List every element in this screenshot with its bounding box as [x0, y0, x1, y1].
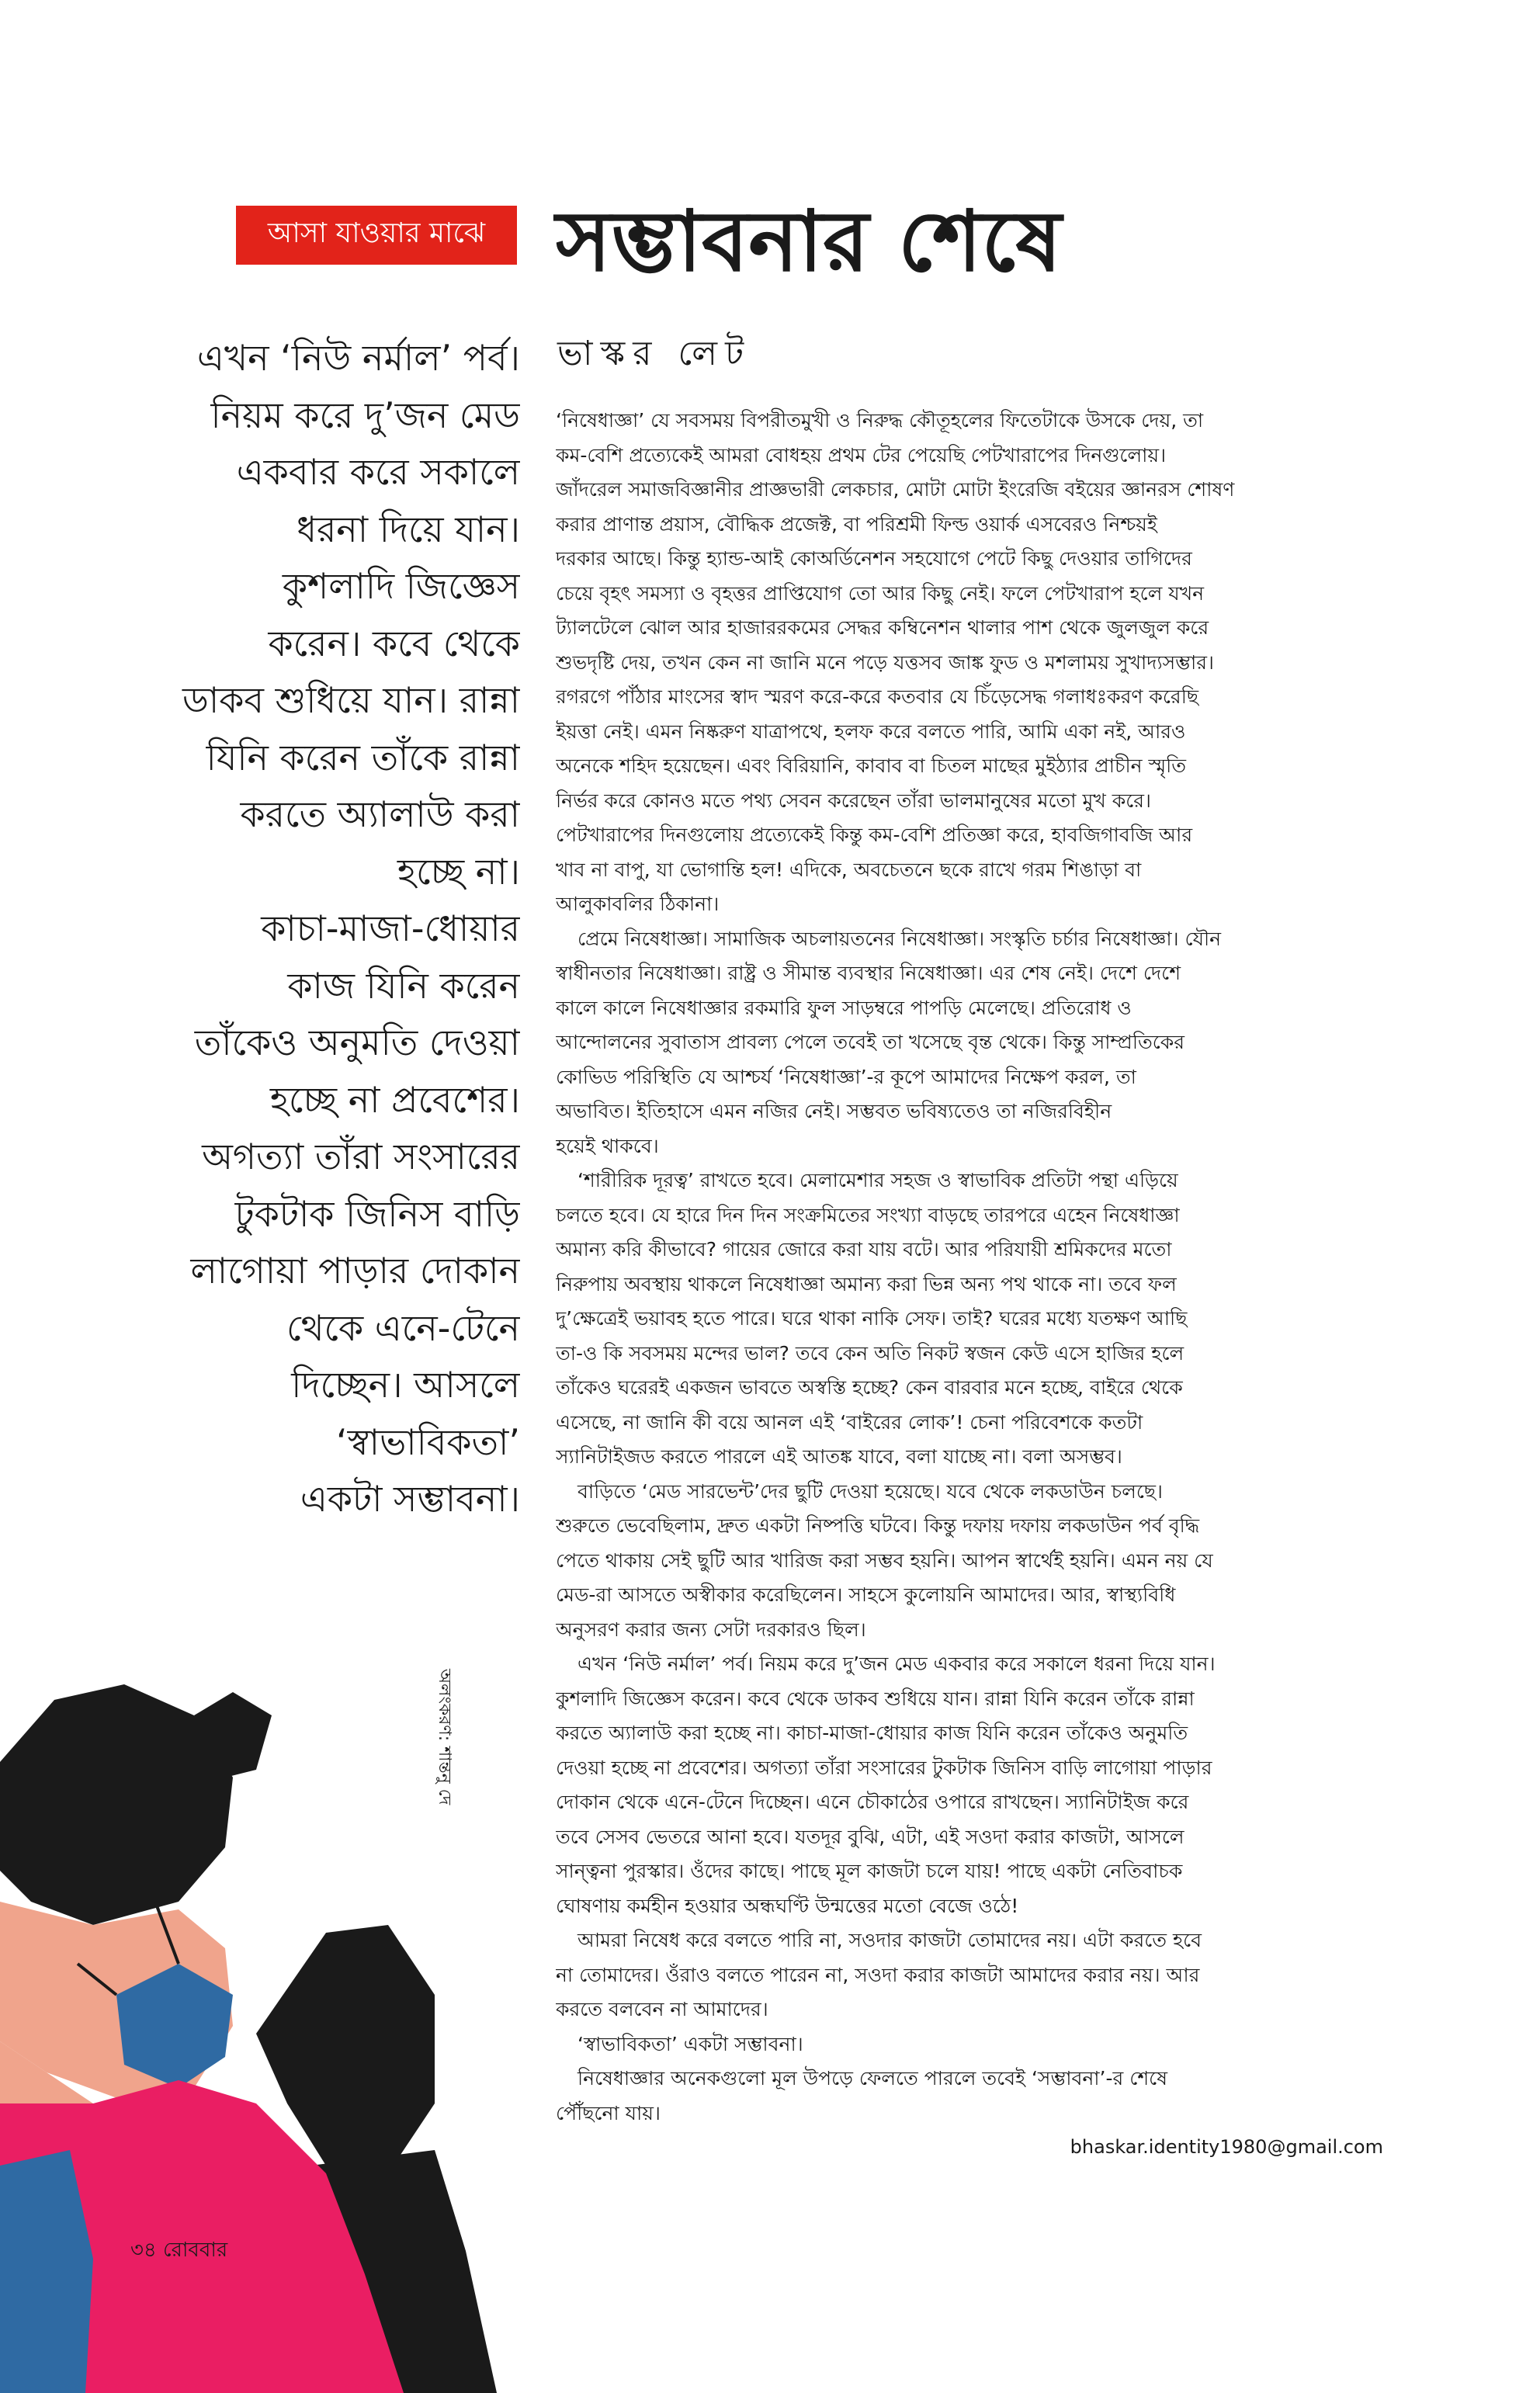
pull-quote-line: কুশলাদি জিজ্ঞেস	[282, 565, 520, 607]
article-line: নিষেধাজ্ঞার অনেকগুলো মূল উপড়ে ফেলতে পারলে তবেই ‘সম্ভাবনা’-র শেষে	[578, 2067, 1167, 2090]
pull-quote-line: কাচা-মাজা-ধোয়ার	[261, 907, 520, 949]
pull-quote-line: হচ্ছে না।	[397, 850, 520, 893]
article-line: এসেছে, না জানি কী বয়ে আনল এই ‘বাইরের লোক’! চেনা পরিবেশকে কতটা	[556, 1410, 1143, 1434]
article-line: তবে সেসব ভেতরে আনা হবে। যতদূর বুঝি, এটা, এই সওদা করার কাজটা, আসলে	[556, 1825, 1184, 1848]
pull-quote-line: করেন। কবে থেকে	[268, 622, 520, 664]
article-line: পেতে থাকায় সেই ছুটি আর খারিজ করা সম্ভব হয়নি। আপন স্বার্থেই হয়নি। এমন নয় যে	[556, 1549, 1213, 1572]
article-line: কোভিড পরিস্থিতি যে আশ্চর্য ‘নিষেধাজ্ঞা’-র কূপে আমাদের নিক্ষেপ করল, তা	[556, 1065, 1136, 1088]
pull-quote-line: লাগোয়া পাড়ার দোকান	[190, 1250, 520, 1292]
pull-quote-line: থেকে এনে-টেনে	[286, 1306, 520, 1349]
article-line: অমান্য করি কীভাবে? গায়ের জোরে করা যায় বটে। আর পরিযায়ী শ্রমিকদের মতো	[556, 1238, 1172, 1261]
article-line: অনুসরণ করার জন্য সেটা দরকারও ছিল।	[556, 1618, 866, 1641]
article-line: করতে অ্যালাউ করা হচ্ছে না। কাচা-মাজা-ধোয়ার কাজ যিনি করেন তাঁকেও অনুমতি	[556, 1722, 1188, 1744]
article-line: বাড়িতে ‘মেড সারভেন্ট’দের ছুটি দেওয়া হয়েছে। যবে থেকে লকডাউন চলছে।	[578, 1479, 1163, 1503]
article-line: অভাবিত। ইতিহাসে এমন নজির নেই। সম্ভবত ভবিষ্যতেও তা নজিরবিহীন	[556, 1100, 1112, 1122]
pull-quote-line: অগত্যা তাঁরা সংসারের	[202, 1136, 520, 1177]
article-line: দেওয়া হচ্ছে না প্রবেশের। অগত্যা তাঁরা সংসারের টুকটাক জিনিস বাড়ি লাগোয়া পাড়ার	[556, 1756, 1212, 1779]
article-line: প্রেমে নিষেধাজ্ঞা। সামাজিক অচলায়তনের নিষেধাজ্ঞা। সংস্কৃতি চর্চার নিষেধাজ্ঞা। যৌন	[578, 927, 1222, 950]
article-line: ইয়ত্তা নেই। এমন নিষ্করুণ যাত্রাপথে, হলফ করে বলতে পারি, আমি একা নই, আরও	[556, 720, 1186, 743]
article-line: শুরুতে ভেবেছিলাম, দ্রুত একটা নিষ্পত্তি ঘটবে। কিন্তু দফায় দফায় লকডাউন পর্ব বৃদ্ধি	[556, 1514, 1200, 1537]
article-line: খাব না বাপু, যা ভোগান্তি হল! এদিকে, অবচেতনে ছকে রাখে গরম শিঙাড়া বা	[556, 858, 1142, 881]
section-badge: আসা যাওয়ার মাঝে	[236, 206, 517, 265]
article-line: অনেকে শহিদ হয়েছেন। এবং বিরিয়ানি, কাবাব বা চিতল মাছের মুইঠ্যার প্রাচীন স্মৃতি	[556, 754, 1187, 777]
pull-quote-line: ‘স্বাভাবিকতা’	[336, 1420, 520, 1463]
article-line: কুশলাদি জিজ্ঞেস করেন। কবে থেকে ডাকব শুধিয়ে যান। রান্না যিনি করেন তাঁকে রান্না	[556, 1687, 1195, 1710]
article-line: দোকান থেকে এনে-টেনে দিচ্ছেন। এনে চৌকাঠের ওপারে রাখছেন। স্যানিটাইজ করে	[556, 1791, 1189, 1813]
article-line: আন্দোলনের সুবাতাস প্রাবল্য পেলে তবেই তা খসেছে বৃন্ত থেকে। কিন্তু সাম্প্রতিকের	[556, 1031, 1185, 1053]
article-line: আমরা নিষেধ করে বলতে পারি না, সওদার কাজটা তোমাদের নয়। এটা করতে হবে	[578, 1929, 1202, 1951]
article-line: ট্যালটেলে ঝোল আর হাজাররকমের সেদ্ধর কম্বিনেশন থালার পাশ থেকে জুলজুল করে	[556, 616, 1209, 639]
pull-quote-line: নিয়ম করে দু’জন মেড	[210, 394, 520, 436]
article-line: চেয়ে বৃহৎ সমস্যা ও বৃহত্তর প্রাপ্তিযোগ তো আর কিছু নেই। ফলে পেটখারাপ হলে যখন	[556, 581, 1205, 605]
pull-quote-line: করতে অ্যালাউ করা	[240, 793, 520, 835]
pull-quote-line: ডাকব শুধিয়ে যান। রান্না	[182, 679, 520, 721]
article-line: কম-বেশি প্রত্যেকেই আমরা বোধহয় প্রথম টের পেয়েছি পেটখারাপের দিনগুলোয়।	[556, 443, 1167, 466]
article-line: মেড-রা আসতে অস্বীকার করেছিলেন। সাহসে কুলোয়নি আমাদের। আর, স্বাস্থ্যবিধি	[556, 1583, 1176, 1606]
pull-quote-line: যিনি করেন তাঁকে রান্না	[206, 736, 520, 779]
article-line: আলুকাবলির ঠিকানা।	[556, 893, 720, 915]
article-line: তাঁকেও ঘরেরই একজন ভাবতে অস্বস্তি হচ্ছে? কেন বারবার মনে হচ্ছে, বাইরে থেকে	[556, 1376, 1183, 1399]
article-line: স্বাধীনতার নিষেধাজ্ঞা। রাষ্ট্র ও সীমান্ত ব্যবস্থার নিষেধাজ্ঞা। এর শেষ নেই। দেশে দেশে	[556, 962, 1181, 984]
author-email: bhaskar.identity1980@gmail.com	[1070, 2136, 1383, 2158]
illustration-two-women-masks	[0, 1669, 543, 2393]
page-folio: ৩৪ রোববার	[130, 2239, 228, 2262]
article-line: কালে কালে নিষেধাজ্ঞার রকমারি ফুল সাড়ম্বরে পাপড়ি মেলেছে। প্রতিরোধ ও	[556, 996, 1132, 1019]
article-line: জাঁদরেল সমাজবিজ্ঞানীর প্রাজ্ঞভারী লেকচার, মোটা মোটা ইংরেজি বইয়ের জ্ঞানরস শোষণ	[556, 478, 1235, 501]
article-headline: সম্ভাবনার শেষে	[556, 192, 1062, 290]
article-line: দরকার আছে। কিন্তু হ্যান্ড-আই কোঅর্ডিনেশন সহযোগে পেটে কিছু দেওয়ার তাগিদের	[556, 547, 1192, 570]
article-line: ‘শারীরিক দূরত্ব’ রাখতে হবে। মেলামেশার সহজ ও স্বাভাবিক প্রতিটা পন্থা এড়িয়ে	[578, 1169, 1178, 1191]
article-line: পৌঁছনো যায়।	[556, 2101, 661, 2124]
pull-quote-line: এখন ‘নিউ নর্মাল’ পর্ব।	[196, 337, 520, 379]
article-line: ‘নিষেধাজ্ঞা’ যে সবসময় বিপরীতমুখী ও নিরুদ্ধ কৌতূহলের ফিতেটাকে উসকে দেয়, তা	[556, 409, 1204, 432]
pull-quote-line: একটা সম্ভাবনা।	[300, 1478, 520, 1520]
article-line: স্যানিটাইজড করতে পারলে এই আতঙ্ক যাবে, বলা যাচ্ছে না। বলা অসম্ভব।	[556, 1445, 1122, 1468]
article-line: চলতে হবে। যে হারে দিন দিন সংক্রমিতের সংখ্যা বাড়ছে তারপরে এহেন নিষেধাজ্ঞা	[556, 1203, 1180, 1226]
article-body	[556, 404, 1388, 2131]
article-line: দু’ক্ষেত্রেই ভয়াবহ হতে পারে। ঘরে থাকা নাকি সেফ। তাই? ঘরের মধ্যে যতক্ষণ আছি	[556, 1307, 1188, 1330]
article-line: সান্ত্বনা পুরস্কার। ওঁদের কাছে। পাছে মূল কাজটা চলে যায়! পাছে একটা নেতিবাচক	[556, 1860, 1183, 1882]
pull-quote-line: হচ্ছে না প্রবেশের।	[269, 1078, 520, 1121]
pull-quote-line: দিচ্ছেন। আসলে	[291, 1364, 520, 1406]
pull-quote-line: একবার করে সকালে	[236, 451, 520, 493]
illustration-credit: অলংকরণ: শান্তনু দে	[435, 1669, 454, 1805]
article-line: পেটখারাপের দিনগুলোয় প্রত্যেকেই কিন্তু কম-বেশি প্রতিজ্ঞা করে, হাবজিগাবজি আর	[556, 824, 1193, 846]
pull-quote-line: ধরনা দিয়ে যান।	[297, 508, 520, 550]
article-line: করতে বলবেন না আমাদের।	[556, 1998, 768, 2020]
article-line: করার প্রাণান্ত প্রয়াস, বৌদ্ধিক প্রজেক্ট, বা পরিশ্রমী ফিল্ড ওয়ার্ক এসবেরও নিশ্চয়ই	[556, 512, 1157, 536]
pull-quote-line: টুকটাক জিনিস বাড়ি	[234, 1192, 520, 1235]
article-line: তা-ও কি সবসময় মন্দের ভাল? তবে কেন অতি নিকট স্বজন কেউ এসে হাজির হলে	[556, 1341, 1184, 1365]
article-line: শুভদৃষ্টি দেয়, তখন কেন না জানি মনে পড়ে যত্তসব জাঙ্ক ফুড ও মশলাময় সুখাদ্যসম্ভার।	[556, 650, 1214, 674]
pull-quote-line: কাজ যিনি করেন	[287, 964, 520, 1007]
article-line: না তোমাদের। ওঁরাও বলতে পারেন না, সওদা করার কাজটা আমাদের করার নয়। আর	[556, 1963, 1200, 1986]
article-line: নিরুপায় অবস্থায় থাকলে নিষেধাজ্ঞা অমান্য করা ভিন্ন অন্য পথ থাকে না। তবে ফল	[556, 1272, 1177, 1295]
author-byline: ভাস্কর লেট	[557, 334, 752, 373]
article-line: এখন ‘নিউ নর্মাল’ পর্ব। নিয়ম করে দু’জন মেড একবার করে সকালে ধরনা দিয়ে যান।	[578, 1653, 1216, 1675]
article-line: ‘স্বাভাবিকতা’ একটা সম্ভাবনা।	[578, 2032, 803, 2055]
pull-quote-line: তাঁকেও অনুমতি দেওয়া	[194, 1021, 520, 1063]
article-line: রগরগে পাঁঠার মাংসের স্বাদ স্মরণ করে-করে কতবার যে চিঁড়েসেদ্ধ গলাধঃকরণ করেছি	[556, 685, 1198, 708]
pull-quote	[101, 330, 520, 1528]
article-line: নির্ভর করে কোনও মতে পথ্য সেবন করেছেন তাঁরা ভালমানুষের মতো মুখ করে।	[556, 789, 1151, 812]
article-line: ঘোষণায় কর্মহীন হওয়ার অন্ধঘণ্টি উন্মত্তের মতো বেজে ওঠে!	[556, 1894, 1019, 1917]
article-line: হয়েই থাকবে।	[556, 1134, 659, 1157]
